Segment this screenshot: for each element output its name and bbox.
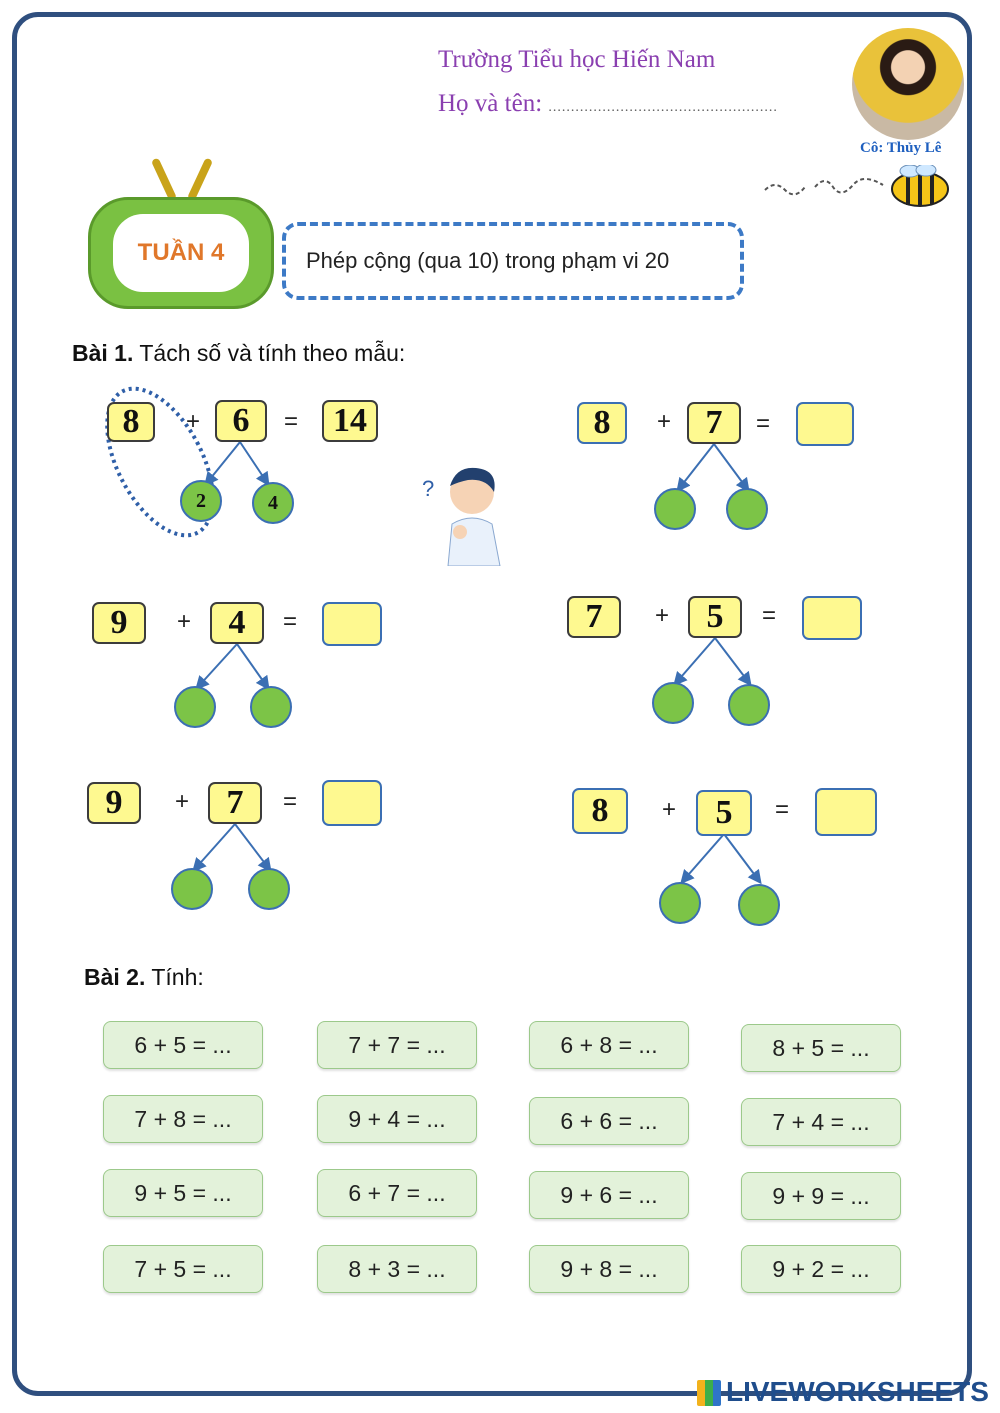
problem2-answer-box[interactable] — [322, 602, 382, 646]
example-result: 14 — [322, 400, 378, 442]
problem2-first-addend: 9 — [92, 602, 146, 644]
problem1-second-addend: 7 — [687, 402, 741, 444]
liveworksheets-logo: LIVEWORKSHEETS — [726, 1376, 989, 1407]
calc-item[interactable]: 7 + 7 = ... — [317, 1021, 477, 1069]
thinking-boy-icon — [420, 462, 506, 566]
school-name: Trường Tiểu học Hiến Nam — [438, 46, 716, 73]
problem1-split-2[interactable] — [726, 488, 768, 530]
bai2-heading — [84, 964, 204, 991]
problem4-second-addend: 7 — [208, 782, 262, 824]
problem5-second-addend: 5 — [696, 790, 752, 836]
problem3-split-1[interactable] — [652, 682, 694, 724]
calc-item[interactable]: 9 + 9 = ... — [741, 1172, 901, 1220]
problem4-first-addend: 9 — [87, 782, 141, 824]
problem1-answer-box[interactable] — [796, 402, 854, 446]
problem3-equals: = — [762, 602, 777, 629]
bai1-label: Bài 1. — [72, 340, 134, 366]
bai2-label: Bài 2. — [84, 964, 146, 990]
calc-item[interactable]: 7 + 4 = ... — [741, 1098, 901, 1146]
week-label: TUẦN 4 — [113, 214, 249, 292]
bai1-heading — [72, 340, 405, 367]
name-label: Họ và tên: — [438, 90, 543, 117]
bai2-instruction: Tính: — [151, 964, 204, 990]
bee-icon — [760, 165, 960, 210]
example-first-addend: 8 — [107, 402, 155, 442]
example-equals: = — [284, 408, 299, 435]
problem3-split-2[interactable] — [728, 684, 770, 726]
example-second-addend: 6 — [215, 400, 267, 442]
teacher-label: Cô: Thủy Lê — [860, 140, 942, 156]
calc-item[interactable]: 6 + 8 = ... — [529, 1021, 689, 1069]
topic-box — [282, 222, 744, 300]
problem1-equals: = — [756, 410, 771, 437]
problem5-answer-box[interactable] — [815, 788, 877, 836]
calc-item[interactable]: 9 + 5 = ... — [103, 1169, 263, 1217]
problem4-answer-box[interactable] — [322, 780, 382, 826]
problem4-split-1[interactable] — [171, 868, 213, 910]
calc-item[interactable]: 8 + 3 = ... — [317, 1245, 477, 1293]
problem4-equals: = — [283, 788, 298, 815]
problem5-plus: + — [662, 796, 677, 823]
example-split-1: 2 — [180, 480, 222, 522]
teacher-photo — [852, 28, 964, 140]
week-tv-badge — [88, 197, 274, 309]
problem1-split-1[interactable] — [654, 488, 696, 530]
problem2-second-addend: 4 — [210, 602, 264, 644]
bai1-instruction: Tách số và tính theo mẫu: — [139, 340, 406, 366]
calc-item[interactable]: 7 + 5 = ... — [103, 1245, 263, 1293]
calc-item[interactable]: 8 + 5 = ... — [741, 1024, 901, 1072]
problem1-first-addend: 8 — [577, 402, 627, 444]
topic-title: Phép cộng (qua 10) trong phạm vi 20 — [306, 248, 670, 273]
problem3-first-addend: 7 — [567, 596, 621, 638]
calc-item[interactable]: 6 + 6 = ... — [529, 1097, 689, 1145]
calc-item[interactable]: 9 + 6 = ... — [529, 1171, 689, 1219]
calc-item[interactable]: 9 + 8 = ... — [529, 1245, 689, 1293]
svg-text:?: ? — [422, 476, 435, 501]
problem2-equals: = — [283, 608, 298, 635]
problem2-plus: + — [177, 608, 192, 635]
calc-item[interactable]: 9 + 4 = ... — [317, 1095, 477, 1143]
liveworksheets-logo-icon — [697, 1380, 721, 1406]
example-plus: + — [186, 408, 201, 435]
problem4-plus: + — [175, 788, 190, 815]
name-field[interactable]: ................................................... — [548, 100, 778, 115]
calc-item[interactable]: 9 + 2 = ... — [741, 1245, 901, 1293]
problem3-second-addend: 5 — [688, 596, 742, 638]
problem3-plus: + — [655, 602, 670, 629]
problem1-plus: + — [657, 408, 672, 435]
problem2-split-1[interactable] — [174, 686, 216, 728]
problem3-answer-box[interactable] — [802, 596, 862, 640]
student-name-line — [438, 90, 778, 118]
problem5-first-addend: 8 — [572, 788, 628, 834]
calc-item[interactable]: 7 + 8 = ... — [103, 1095, 263, 1143]
calc-item[interactable]: 6 + 5 = ... — [103, 1021, 263, 1069]
problem5-split-1[interactable] — [659, 882, 701, 924]
problem5-split-2[interactable] — [738, 884, 780, 926]
problem2-split-2[interactable] — [250, 686, 292, 728]
example-split-2: 4 — [252, 482, 294, 524]
problem5-equals: = — [775, 796, 790, 823]
problem4-split-2[interactable] — [248, 868, 290, 910]
calc-item[interactable]: 6 + 7 = ... — [317, 1169, 477, 1217]
